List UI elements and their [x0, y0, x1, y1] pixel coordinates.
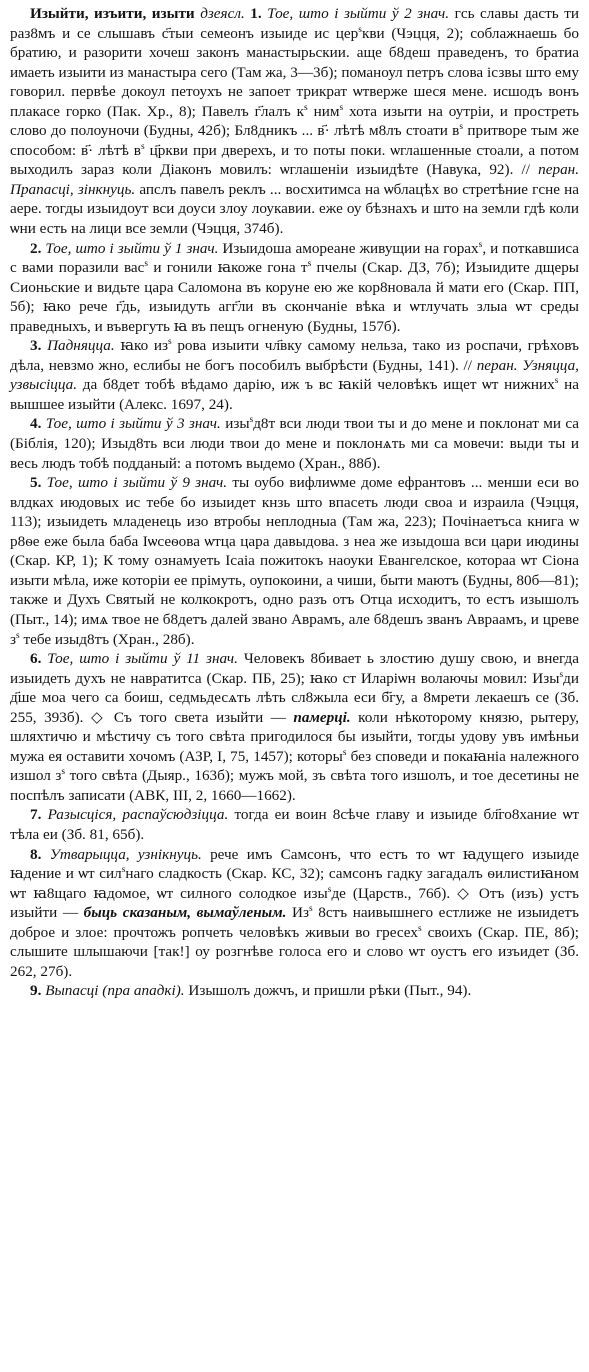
body-text: Из: [286, 904, 309, 922]
body-text: ꙗко из: [114, 337, 168, 355]
superscript-mark: s: [249, 415, 254, 426]
bold-text: 7.: [30, 806, 48, 824]
bold-italic-gloss: быць сказаным, вымаўленым.: [83, 904, 287, 922]
superscript-mark: s: [339, 102, 344, 113]
superscript-mark: s: [61, 767, 66, 778]
body-text: д8т вси люди твои ты и до мене и поклонат ми са (Біблія, 120); Изыд8ть вси люди твои до мене и поклонѧть ми са мовечи: выди ты и весь людъ тобѣ подданый: а потомъ выдемо (Хран., 88б).: [10, 415, 579, 472]
superscript-mark: s: [309, 904, 313, 915]
superscript-mark: s: [417, 923, 422, 934]
body-text: притворе тым же способом: в҃· лѣтѣ в: [10, 122, 579, 159]
bold-text: 3.: [30, 337, 48, 355]
italic-gloss: Тое, што і зыйти ў 11 знач.: [47, 650, 238, 668]
body-text: хота изыти на оутріи, и простреть слово до полоуночи (Будны, 42б); Бл8дникъ ... в҃· лѣтѣ м8лъ стоати в: [10, 102, 579, 140]
body-text: ц҃ркви при дверехъ, и то поты поки. ѡглашенные стоали, а потом выходилъ зараз коли Діаконъ мовилъ: ѡглашеніи изыидѣте (Навука, 92). //: [10, 141, 579, 179]
body-text: Человекъ 8бивает ь злостию душу свою, и внегда изыидеть духъ не навратитса (Скар. ПБ, 25); ꙗко ст Иларіѡн волаючы мовил: Изы: [10, 650, 579, 687]
bold-text: 8.: [30, 845, 50, 863]
superscript-mark: s: [559, 669, 564, 680]
superscript-mark: s: [304, 102, 308, 113]
body-text: ди д҃ше моа чего са боиш, седмьдесѧть лѣть сл8жыла еси б҃гу, а 8мрети лекаешъ се (Зб. 255, 393б). ◇ Съ того света изыйти —: [10, 669, 579, 726]
bold-italic-gloss: памерці.: [293, 708, 351, 726]
body-text: апслъ павелъ реклъ ... восхитимса на ѡблацѣх во стретѣние гсне на аере. тогды изыидоут вси доуси злоу лоукавии. еже оу бѣзнахъ и што на земли гдѣ коли ѡни есть на лици все земли (Чэцця, 374б).: [10, 180, 579, 238]
bold-text: 9.: [30, 982, 46, 1000]
sense-paragraph-5: [10, 473, 579, 649]
sense-paragraph-4: [10, 414, 579, 473]
body-text: Изыидоша амореане живущии на горах: [218, 239, 479, 257]
superscript-mark: s: [121, 865, 126, 875]
italic-gloss: дзеясл.: [194, 5, 245, 22]
body-text: пчелы (Скар. ДЗ, 7б); Изыидите дщеры Сионьские и видьте цара Саломона въ коруне ею же кор8новала й мати его (Скар. ПП, 5б); ꙗко рече г҃дь, изыидуть агг҃ли въ скончаніе вѣка и ѡтлучать злыа ѡт среды праведныхъ, и въвергуть ꙗ въ пещъ огненую (Будны, 157б).: [10, 259, 579, 335]
italic-gloss: Тое, што і зыйти ў 9 знач.: [46, 474, 228, 492]
italic-gloss: перан. Узняцца, узвысіцца.: [10, 356, 579, 394]
body-text: ним: [307, 102, 340, 120]
superscript-mark: s: [358, 24, 362, 35]
body-text: без споведи и покаꙗніа належного изшол з: [10, 747, 579, 785]
body-text: тогда еи воин 8сѣче главу и изыиде бл҃го8хание ѡт тѣла еи (Зб. 81, 65б).: [10, 806, 579, 843]
superscript-mark: s: [554, 376, 559, 387]
body-text: своихъ (Скар. ПЕ, 8б); слышите шлышаючи [так!] оу розгнѣве голоса его и слово ѡт оустъ его изъидет (Зб. 262, 27б).: [10, 923, 579, 980]
sense-paragraph-8: [10, 845, 579, 982]
italic-gloss: Тое, што і зыйти ў 3 знач.: [45, 415, 221, 433]
body-text: кви (Чэцця, 2); соблажнаешь бо братию, и разорити хочеш законъ манастырьскии. аще б8деш праведенъ, то братиа имаеть изыити из манастыра сего (Там жа, 3—3б); поманоул петръ слова ісзвы што ему говорил. первѣе докоул петоухъ не запоет трикрат ѡтверже шеся мене. исшодъ вонъ плакасе горко (Пак. Хр., 8); Павелъ г҃лалъ к: [10, 24, 579, 120]
body-text: ты оубо вифлиѡме доме ефрантовъ ... менши еси во влдках июдовых ис тебе бо изыидет кнзь што впасеть люди своа и израила (Чэцця, 113); изыидеть младенець изо втробы неплодныа (Там жа, 223); Почінаетъса книга ѡ р8ѳе еже была баба Іѡсеѳова ѡтца цара давыдова. з неа же изыдоша вси цари июдины (Скар. КР, 1); К тому ознамуеть Ісаіа пожитокъ наоуки Евангелское, котораа ѡт Сіона изыти мѣла, иже которіи ее прімуть, оупокоини, а чиши, быти маютъ (Будны, 80б—81); также и Духъ Святый не колкокротъ, одно разъ отъ Отца исходитъ, то естъ изышолъ (Пыт., 14); имѧ твое не б8детъ далей звано Аврамъ, але б8дешъ званъ Авраамъ, и цреве з: [10, 474, 580, 648]
bold-text: 2.: [30, 239, 46, 257]
body-text: де (Царств., 76б). ◇ Отъ (изъ) устъ изыйти —: [10, 884, 579, 922]
superscript-mark: s: [140, 141, 145, 152]
body-text: да б8дет тобѣ вѣдамо дарію, иж ъ вс ꙗкій человѣкъ ищет ѡт нижних: [77, 376, 555, 394]
dictionary-entry-izyiti: [10, 4, 579, 1001]
superscript-mark: s: [168, 337, 172, 348]
body-text: рече имъ Самсонъ, что естъ то ѡт ꙗдущего изыиде ꙗдение и ѡт сил: [10, 845, 579, 883]
sense-paragraph-9: [10, 981, 579, 1001]
bold-text: 1.: [244, 5, 268, 22]
bold-text: 4.: [30, 415, 46, 433]
body-text: гсь славы дасть ти раз8мъ и се слышавъ с҃тыи семеонъ изыиде ис цер: [10, 5, 579, 42]
italic-gloss: Тое, што і зыйти ў 1 знач.: [45, 239, 219, 257]
sense-paragraph-3: [10, 336, 579, 414]
bold-text: 6.: [30, 650, 48, 668]
italic-gloss: Тое, што і зыйти ў 2 знач.: [267, 5, 450, 22]
italic-gloss: Утварыцца, узнікнуць.: [49, 845, 202, 863]
italic-gloss: Выпасці (пра ападкі).: [45, 982, 185, 1000]
bold-text: Изыйти, изъити, изыти: [30, 5, 195, 22]
superscript-mark: s: [459, 122, 464, 133]
superscript-mark: s: [144, 259, 149, 270]
italic-gloss: Разысціся, распаўсюдзіцца.: [47, 806, 229, 824]
bold-text: 5.: [30, 474, 47, 492]
sense-paragraph-6: [10, 649, 579, 805]
italic-gloss: перан. Прапасці, зінкнуць.: [10, 161, 579, 198]
body-text: тебе изыд8тъ (Хран., 28б).: [19, 630, 195, 648]
superscript-mark: s: [307, 259, 312, 270]
body-text: Изышолъ дожчъ, и пришли рѣки (Пыт., 94).: [184, 982, 472, 1000]
body-text: изы: [220, 415, 250, 433]
sense-paragraph-7: [10, 805, 579, 844]
italic-gloss: Падняцца.: [47, 337, 115, 355]
sense-paragraph-2: [10, 239, 579, 337]
body-text: , и поткавшиса с вами поразили вас: [10, 239, 579, 277]
superscript-mark: s: [327, 884, 332, 895]
body-text: коли нѣкоторому князю, рытеру, шляхтичю и мѣстичу съ того свѣта пригодилося бы изыйти, тогды удову увъ имѣньи мужа ея оставити хочомъ (АЗР, I, 75, 1457); которы: [10, 708, 579, 765]
superscript-mark: s: [478, 239, 483, 250]
body-text: рова изыити чл҃вку самому нельза, тако из роспачи, грѣховъ дѣла, невзмо жно, еслибы не богъ пособилъ выбрѣсти (Будны, 141). //: [10, 337, 580, 374]
sense-paragraph-1: [10, 4, 579, 239]
body-text: на вышшее изыйти (Алекс. 1697, 24).: [10, 376, 580, 413]
body-text: и гонили ꙗкоже гона т: [148, 259, 308, 277]
superscript-mark: s: [16, 630, 20, 641]
body-text: 8стъ наивышнего естлиже не изыидетъ доброе и злое: прочтожъ ропчеть человѣкъ живыи во гресех: [10, 904, 579, 941]
body-text: того свѣта (Дыяр., 163б); мужъ мой, зъ свѣта того изшолъ, и тое десетины не поспѣлъ записати (АВК, III, 2, 1660—1662).: [10, 767, 579, 804]
superscript-mark: s: [342, 747, 347, 758]
body-text: наго сладкость (Скар. КС, 32); самсонъ гадку загадалъ ѳилистиꙗном ѡт ꙗ8щаго ꙗдомое, ѡт силного солодкое изы: [10, 865, 579, 902]
